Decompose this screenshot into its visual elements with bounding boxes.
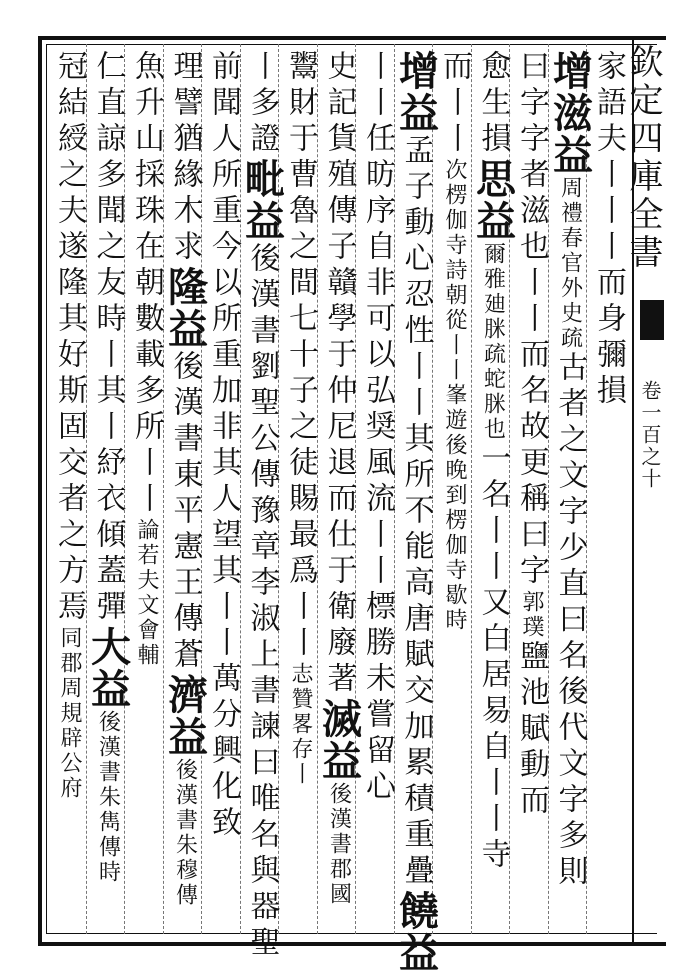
fishtail-mark: [640, 300, 664, 340]
text-column: [238, 50, 286, 962]
text-segment: 郭璞: [519, 590, 544, 640]
text-column: [84, 50, 132, 930]
headword: 益: [392, 92, 440, 134]
text-segment: 冠結綬之夫遂隆其好斯固交者之方焉: [52, 50, 87, 626]
text-column: [511, 50, 551, 930]
headword: 益: [469, 200, 517, 242]
headword: 益: [84, 668, 132, 710]
text-segment: 理譬猶緣木求: [167, 50, 203, 266]
text-column: [357, 50, 397, 930]
text-segment: 同郡周規辟公府: [57, 626, 82, 801]
text-segment: 史記貨殖傳子贛學于仲尼退而仕于衛廢著: [321, 50, 357, 698]
headword: 隆: [161, 266, 209, 308]
text-segment: 魚升山採珠: [129, 50, 164, 230]
text-segment: 後漢書郡國: [326, 782, 352, 907]
text-column: [315, 50, 363, 930]
volume-label: 卷一百之十: [638, 380, 662, 490]
text-segment: 孟子動心忍性丨丨其所不能高唐賦交加累積重疊: [398, 134, 434, 890]
text-segment: 鬻財于曹魯之間七十子之徒賜最爲丨丨: [283, 50, 318, 662]
text-segment: 次楞伽寺詩朝從丨丨峯遊後晚到楞伽寺歇時: [442, 158, 467, 633]
text-segment: 在朝數載多所丨丨: [129, 230, 164, 518]
text-segment: 丨丨任昉序自非可以弘奨風流丨丨標勝未嘗留心: [360, 50, 395, 806]
text-column: [161, 50, 209, 930]
text-segment: 周禮春官外史疏: [557, 176, 583, 351]
headword: 毗: [238, 158, 286, 200]
text-segment: 古者之文字少直曰名後代文字多則: [552, 351, 588, 891]
text-segment: 愈生損: [475, 50, 511, 158]
text-segment: 鹽池賦動而: [514, 640, 549, 820]
text-column: [203, 50, 243, 930]
headword: 滋: [546, 92, 594, 134]
text-column: [392, 50, 440, 974]
text-column: [49, 50, 89, 930]
headword: 益: [546, 134, 594, 176]
headword: 濟: [161, 674, 209, 716]
text-segment: 前聞: [206, 50, 241, 122]
text-segment: 爾雅廸脒疏蛇脒也: [480, 242, 506, 442]
text-segment: 曰字字者滋也丨丨而名故更稱曰字: [514, 50, 549, 590]
text-segment: 志贊畧存丨: [288, 662, 313, 787]
text-segment: 丨多證: [244, 50, 280, 158]
text-column: [126, 50, 166, 930]
text-column: [588, 50, 628, 930]
headword: 思: [469, 158, 517, 200]
book-title: 欽定四庫全書: [623, 44, 663, 272]
headword: 增: [392, 50, 440, 92]
headword: 益: [392, 932, 440, 974]
text-segment: 家語夫丨丨丨而身彌損: [591, 50, 626, 410]
text-segment: 一名丨丨又白居易自丨丨寺: [475, 442, 511, 874]
text-segment: 論若夫文會輔: [134, 518, 159, 668]
text-segment: 仁直諒多聞之友時丨其丨紓衣傾蓋彈: [90, 50, 126, 626]
headword: 增: [546, 50, 594, 92]
headword: 益: [315, 740, 363, 782]
headword: 大: [84, 626, 132, 668]
text-segment: 而丨丨: [437, 50, 472, 158]
text-column: [280, 50, 320, 930]
text-column: [546, 50, 594, 930]
text-segment: 人所重今以所重加非其人望其丨丨萬分興化致: [206, 122, 241, 842]
headword: 滅: [315, 698, 363, 740]
headword: 益: [238, 200, 286, 242]
headword: 益: [161, 308, 209, 350]
headword: 益: [161, 716, 209, 758]
text-column: [434, 50, 474, 930]
text-segment: 後漢書劉聖公傳豫章李淑上書諫曰唯名與器聖: [244, 242, 280, 962]
headword: 饒: [392, 890, 440, 932]
text-segment: 後漢書朱穆傳: [172, 758, 198, 908]
text-segment: 後漢書東平憲王傳蒼: [167, 350, 203, 674]
text-segment: 後漢書朱雋傳時: [95, 710, 121, 885]
text-column: [469, 50, 517, 930]
